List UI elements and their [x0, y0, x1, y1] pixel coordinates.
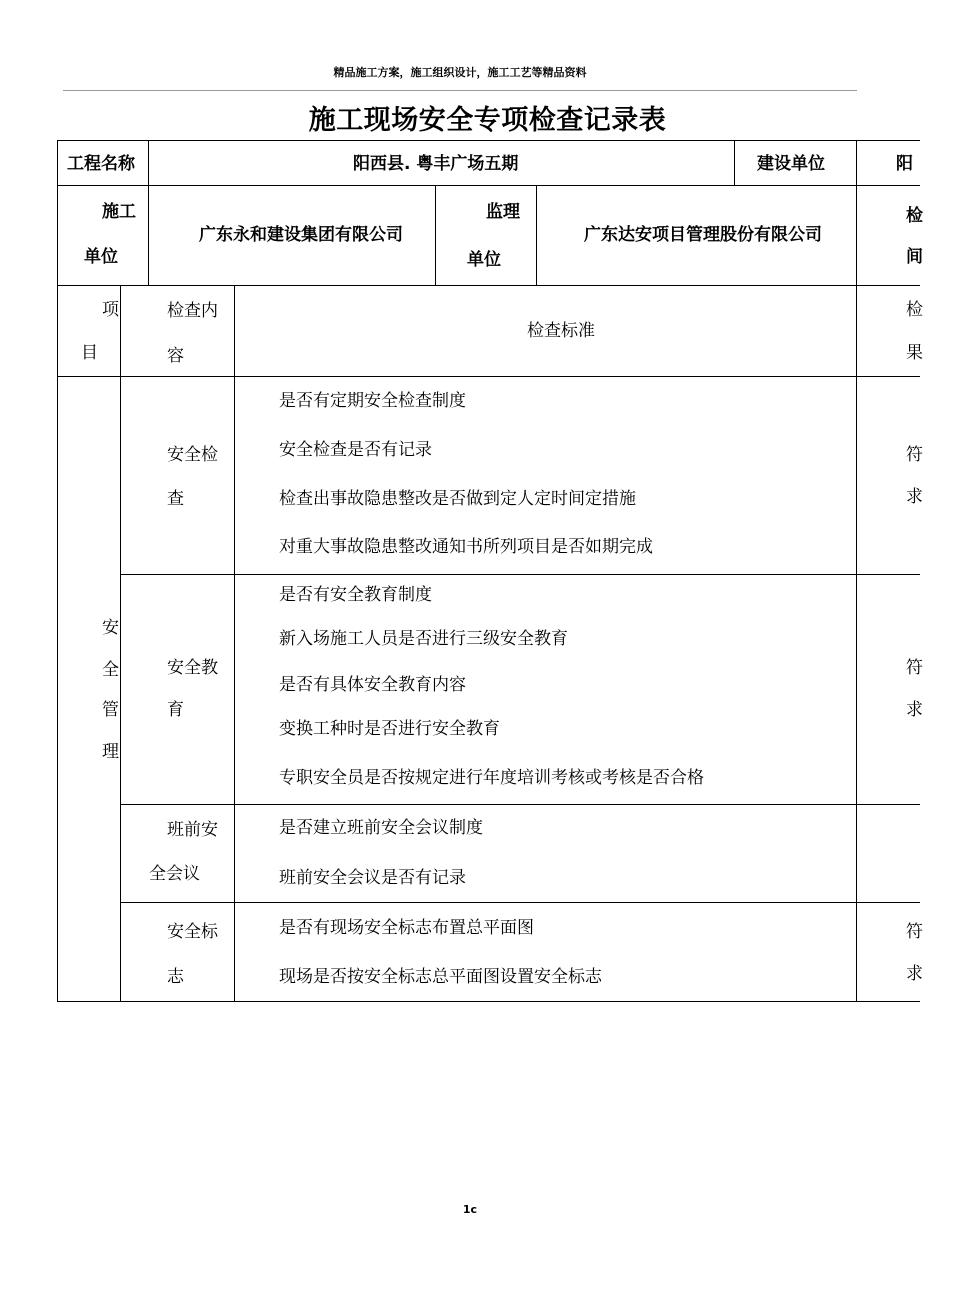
project-name: 阳西县. 粤丰广场五期	[353, 154, 519, 174]
section-name-line2: 查	[167, 489, 184, 509]
grid-line	[148, 140, 149, 286]
grid-line	[57, 140, 920, 141]
grid-line	[57, 285, 920, 286]
grid-line	[57, 140, 58, 1002]
page-number: 1c	[462, 1203, 478, 1216]
grid-line	[57, 376, 920, 377]
check-time-label-line2: 间	[906, 247, 923, 267]
grid-line	[57, 185, 920, 186]
result-line2: 求	[906, 964, 923, 984]
inspection-table	[57, 140, 923, 1004]
grid-line	[435, 185, 436, 286]
grid-line	[57, 1001, 920, 1002]
col-content-line1: 检查内	[167, 301, 218, 321]
section-name-line1: 安全检	[167, 445, 218, 465]
col-standard: 检查标准	[527, 321, 595, 341]
standard-item: 是否有具体安全教育内容	[279, 675, 466, 695]
col-result-line1: 检	[906, 300, 923, 320]
result-line2: 求	[906, 487, 923, 507]
result-line1: 符	[906, 922, 923, 942]
grid-line	[234, 285, 235, 1002]
project-label: 工程名称	[67, 154, 135, 174]
section-name-line1: 安全教	[167, 658, 218, 678]
supervisor-name: 广东达安项目管理股份有限公司	[584, 225, 822, 245]
grid-line	[856, 140, 857, 1002]
contractor-label-line2: 单位	[84, 247, 118, 267]
category-char: 管	[102, 700, 119, 720]
standard-item: 新入场施工人员是否进行三级安全教育	[279, 629, 568, 649]
category-char: 理	[102, 742, 119, 762]
result-line2: 求	[906, 700, 923, 720]
grid-line	[120, 285, 121, 1002]
grid-line	[536, 185, 537, 286]
header-rule	[63, 90, 857, 91]
grid-line	[120, 574, 920, 575]
contractor-name: 广东永和建设集团有限公司	[199, 225, 403, 245]
standard-item: 班前安全会议是否有记录	[279, 868, 466, 888]
standard-item: 对重大事故隐患整改通知书所列项目是否如期完成	[279, 537, 653, 557]
col-content-line2: 容	[167, 346, 184, 366]
standard-item: 是否有现场安全标志布置总平面图	[279, 918, 534, 938]
section-name-line1: 班前安	[167, 820, 218, 840]
result-line1: 符	[906, 445, 923, 465]
col-item-line2: 目	[81, 343, 98, 363]
check-time-label-line1: 检	[906, 206, 923, 226]
col-result-line2: 果	[906, 343, 923, 363]
standard-item: 变换工种时是否进行安全教育	[279, 719, 500, 739]
owner-value: 阳	[896, 154, 913, 174]
supervisor-label-line1: 监理	[486, 202, 520, 222]
category-char: 全	[102, 660, 119, 680]
page-header: 精品施工方案，施工组织设计，施工工艺等精品资料	[333, 66, 587, 79]
grid-line	[734, 140, 735, 186]
col-item-line1: 项	[102, 300, 119, 320]
standard-item: 安全检查是否有记录	[279, 440, 432, 460]
owner-label: 建设单位	[757, 154, 825, 174]
page-title: 施工现场安全专项检查记录表	[308, 105, 667, 136]
section-name-line2: 全会议	[149, 864, 200, 884]
section-name-line2: 志	[167, 967, 184, 987]
standard-item: 现场是否按安全标志总平面图设置安全标志	[279, 967, 602, 987]
standard-item: 专职安全员是否按规定进行年度培训考核或考核是否合格	[279, 768, 704, 788]
section-name-line2: 育	[167, 700, 184, 720]
contractor-label-line1: 施工	[102, 202, 136, 222]
supervisor-label-line2: 单位	[467, 250, 501, 270]
standard-item: 是否建立班前安全会议制度	[279, 818, 483, 838]
standard-item: 是否有定期安全检查制度	[279, 391, 466, 411]
grid-line	[120, 804, 920, 805]
standard-item: 是否有安全教育制度	[279, 585, 432, 605]
result-line1: 符	[906, 658, 923, 678]
grid-line	[120, 902, 920, 903]
category-char: 安	[102, 618, 119, 638]
section-name-line1: 安全标	[167, 922, 218, 942]
standard-item: 检查出事故隐患整改是否做到定人定时间定措施	[279, 489, 636, 509]
